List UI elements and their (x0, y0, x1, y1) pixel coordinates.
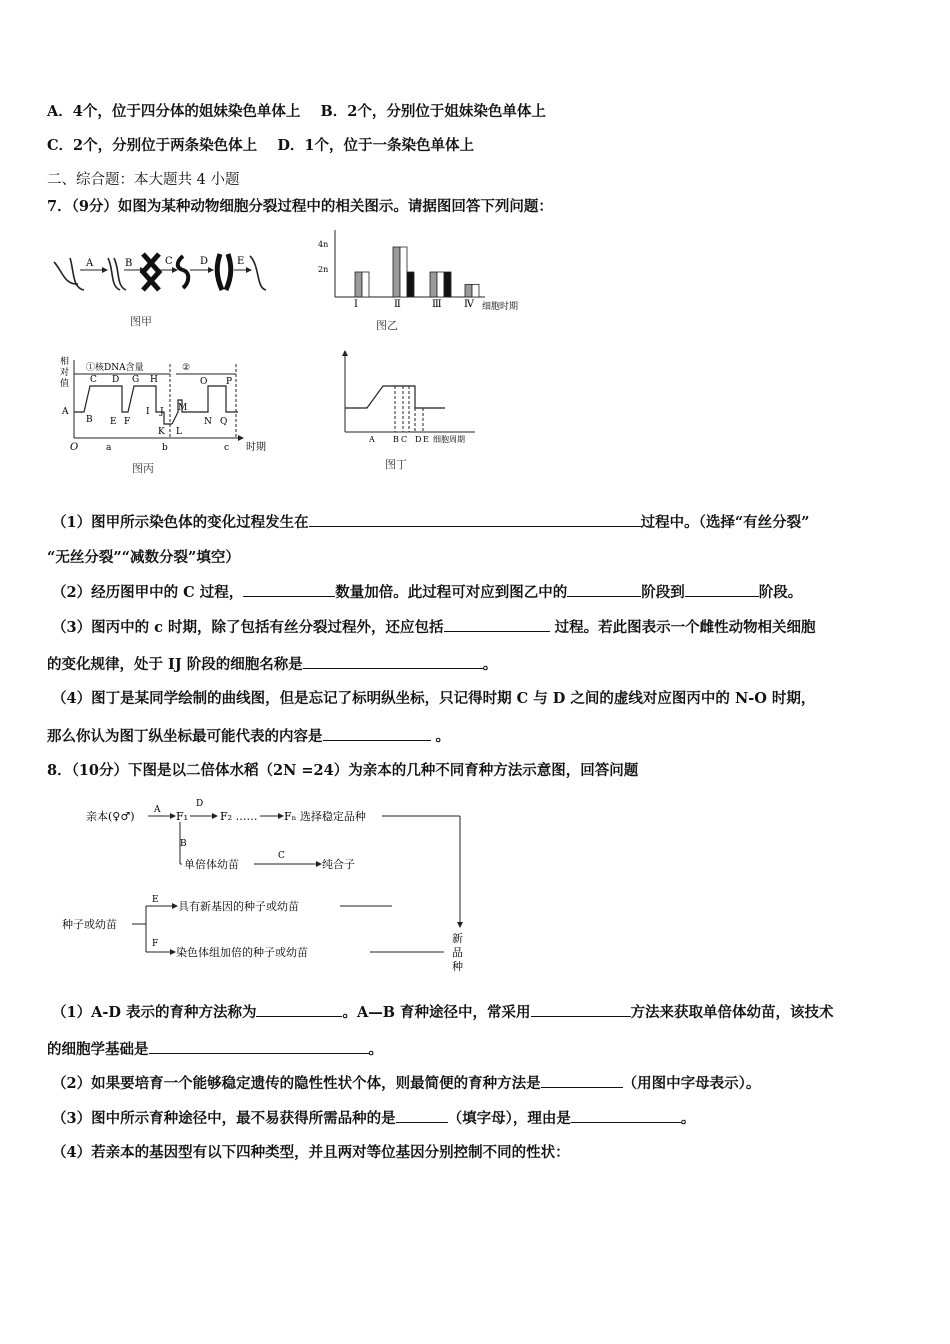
section-heading: 二、综合题：本大题共 4 小题 (47, 172, 240, 188)
bing-pt-f: F (124, 417, 131, 427)
bing-pt-n: N (204, 417, 212, 427)
yi-bar-gray-4 (465, 285, 472, 298)
bing-tick-a: a (106, 443, 112, 453)
breeding-diagram (60, 796, 480, 976)
q8-sub1-text-d: 的细胞学基础是 (47, 1041, 149, 1058)
answer-blank[interactable] (396, 1108, 448, 1123)
q7-sub3-text-d: 。 (482, 656, 498, 673)
diag-pure: 纯合子 (322, 858, 355, 871)
answer-blank[interactable] (303, 654, 483, 669)
q7-sub4-line2 (47, 726, 450, 747)
diag-label-b: B (180, 839, 187, 849)
yi-bar-white-2 (400, 247, 407, 297)
yi-bar-gray-3 (430, 272, 437, 297)
q8-sub1-line1 (52, 1002, 834, 1023)
q8-sub3-text-a: （3）图中所示育种途径中，最不易获得所需品种的是 (52, 1110, 396, 1127)
diag-seed: 种子或幼苗 (62, 918, 117, 931)
answer-blank[interactable] (309, 512, 641, 527)
bing-pt-l: L (176, 427, 182, 437)
q7-sub2-text-a: （2）经历图甲中的 C 过程， (52, 584, 244, 601)
q8-sub2-text-a: （2）如果要培育一个能够稳定遗传的隐性性状个体，则最简便的育种方法是 (52, 1075, 541, 1092)
diag-label-d: D (196, 799, 204, 809)
q7-sub2-text-d: 阶段。 (758, 584, 803, 601)
bing-pt-q: Q (220, 417, 228, 427)
bing-x-label: 时期 (246, 442, 266, 453)
option-c: C．2个，分别位于两条染色体上 (47, 137, 258, 154)
answer-blank[interactable] (243, 582, 335, 597)
q7-sub1-text-a: （1）图甲所示染色体的变化过程发生在 (52, 514, 309, 531)
fig-bing-caption: 图丙 (132, 462, 154, 475)
fig-yi-caption: 图乙 (376, 319, 398, 332)
jia-label-a: A (86, 258, 94, 269)
q7-sub2-text-b: 数量加倍。此过程可对应到图乙中的 (335, 584, 568, 601)
diag-newvar-1: 新 (452, 932, 463, 945)
yi-bar-white-1 (362, 272, 369, 297)
answer-blank[interactable] (256, 1002, 342, 1017)
fig-jia-caption: 图甲 (130, 315, 152, 328)
bing-ylabel-1: 相 (60, 357, 70, 367)
q8-sub4: （4）若亲本的基因型有以下四种类型，并且两对等位基因分别控制不同的性状： (52, 1144, 570, 1161)
yi-bar-white-4 (472, 285, 479, 298)
diag-f1: F₁ (176, 810, 189, 823)
answer-blank[interactable] (444, 617, 550, 632)
bing-pt-e: E (110, 417, 117, 427)
q7-sub3-line1 (52, 617, 816, 638)
figure-yi (310, 225, 540, 337)
option-b: B．2个，分别位于姐妹染色单体上 (320, 103, 546, 120)
figure-bing (60, 350, 280, 480)
yi-group-1: Ⅰ (354, 299, 358, 310)
yi-x-label: 细胞时期 (482, 302, 519, 312)
yi-bar-gray-2 (393, 247, 400, 297)
q7-sub2 (52, 582, 802, 603)
ding-tick-e: E (423, 435, 429, 444)
option-line-2 (47, 136, 474, 156)
q8-sub3-text-b: （填字母），理由是 (447, 1110, 571, 1127)
q7-sub2-text-c: 阶段到 (641, 584, 685, 601)
bing-pt-a: A (62, 407, 69, 417)
jia-label-b: B (125, 258, 133, 269)
q7-sub1-line1 (52, 512, 810, 533)
jia-label-c: C (165, 256, 173, 267)
q8-sub3-text-c: 。 (680, 1110, 696, 1127)
option-line-1 (47, 102, 546, 122)
diag-label-a: A (154, 805, 161, 815)
diag-newvar-3: 种 (452, 960, 463, 973)
diag-fn: Fₙ 选择稳定品种 (284, 810, 366, 823)
q7-sub3-text-a: （3）图丙中的 c 时期，除了包括有丝分裂过程外，还应包括 (52, 619, 444, 636)
ding-tick-a: A (369, 435, 375, 444)
ding-x-label: 细胞周期 (433, 435, 465, 444)
yi-group-4: Ⅳ (464, 299, 474, 310)
q7-sub4-text-c: 。 (430, 728, 451, 745)
q7-sub3-text-b: 过程。若此图表示一个雌性动物相关细胞 (549, 619, 816, 636)
q8-sub2 (52, 1073, 760, 1094)
yi-tick-4n: 4n (318, 240, 329, 249)
bing-pt-j: J (160, 407, 164, 417)
q7-sub4-line1: （4）图丁是某同学绘制的曲线图，但是忘记了标明纵坐标，只记得时期 C 与 D 之间的虚线对应图丙中的 N-O 时期， (52, 690, 816, 707)
bing-tick-b: b (162, 443, 168, 453)
q8-stem: 8．（10分）下图是以二倍体水稻（2N =24）为亲本的几种不同育种方法示意图，回答问题 (47, 762, 639, 779)
q7-sub1-line2: “无丝分裂”“减数分裂”填空） (47, 549, 240, 566)
diag-f2: F₂ …… (220, 810, 258, 823)
diag-newgene: 具有新基因的种子或幼苗 (178, 900, 299, 913)
q8-sub1-line2 (47, 1039, 383, 1060)
diag-label-f: F (152, 939, 159, 949)
bing-pt-m: M (178, 403, 188, 413)
q8-sub1-text-a: （1）A-D 表示的育种方法称为 (52, 1004, 257, 1021)
yi-bar-black-2 (407, 272, 414, 297)
bing-tick-c: c (224, 443, 230, 453)
yi-bar-gray-1 (355, 272, 362, 297)
bing-pt-h: H (150, 375, 158, 385)
q8-sub3 (52, 1108, 695, 1129)
yi-bar-black-3 (444, 272, 451, 297)
figure-jia (50, 240, 280, 335)
ding-tick-d: D (415, 435, 422, 444)
chromosome-x-icon (143, 254, 159, 290)
bing-legend-2: ② (182, 363, 191, 373)
q7-sub4-text-b: 那么你认为图丁纵坐标最可能代表的内容是 (47, 728, 323, 745)
yi-group-2: Ⅱ (394, 299, 401, 310)
answer-blank[interactable] (541, 1073, 623, 1088)
bing-pt-p: P (226, 377, 233, 387)
q7-sub3-text-c: 的变化规律，处于 IJ 阶段的细胞名称是 (47, 656, 303, 673)
bing-pt-d: D (112, 375, 120, 385)
jia-label-d: D (200, 256, 209, 267)
q7-sub3-line2 (47, 654, 497, 675)
yi-tick-2n: 2n (318, 265, 329, 274)
q8-sub2-text-b: （用图中字母表示）。 (622, 1075, 761, 1092)
answer-blank[interactable] (531, 1002, 631, 1017)
bing-pt-o: O (200, 377, 208, 387)
diag-parent: 亲本(♀♂) (86, 810, 135, 823)
diag-doubled: 染色体组加倍的种子或幼苗 (176, 946, 308, 959)
answer-blank[interactable] (571, 1108, 681, 1123)
option-d: D．1个，位于一条染色单体上 (277, 137, 475, 154)
diag-haploid: 单倍体幼苗 (184, 858, 239, 871)
bing-pt-c: C (90, 375, 97, 385)
bing-pt-b: B (86, 415, 93, 425)
bing-ylabel-3: 值 (60, 379, 70, 389)
fig-ding-caption: 图丁 (385, 458, 407, 471)
bing-pt-g: G (132, 375, 140, 385)
answer-blank[interactable] (685, 582, 759, 597)
diag-label-c: C (278, 851, 285, 861)
answer-blank[interactable] (323, 726, 431, 741)
answer-blank[interactable] (567, 582, 641, 597)
q8-sub1-text-c: 方法来获取单倍体幼苗，该技术 (630, 1004, 834, 1021)
q7-stem: 7．（9分）如图为某种动物细胞分裂过程中的相关图示。请据图回答下列问题： (47, 198, 553, 215)
jia-label-e: E (237, 256, 245, 267)
bing-legend-1: ①核DNA含量 (86, 363, 144, 373)
yi-bar-white-3 (437, 272, 444, 297)
option-a: A．4个，位于四分体的姐妹染色单体上 (47, 103, 301, 120)
answer-blank[interactable] (149, 1039, 369, 1054)
ding-tick-b: B (393, 435, 399, 444)
q8-sub1-text-e: 。 (368, 1041, 383, 1058)
q7-sub1-text-b: 过程中。（选择“有丝分裂” (640, 514, 810, 531)
diag-newvar-2: 品 (452, 946, 463, 959)
bing-pt-i: I (146, 407, 150, 417)
yi-group-3: Ⅲ (432, 299, 442, 310)
ding-tick-c: C (401, 435, 408, 444)
diag-label-e: E (152, 895, 159, 905)
figure-ding (335, 350, 495, 475)
q8-sub1-text-b: 。A—B 育种途径中，常采用 (342, 1004, 531, 1021)
bing-pt-k: K (158, 427, 165, 437)
bing-origin: O (70, 442, 79, 453)
bing-ylabel-2: 对 (60, 368, 70, 378)
